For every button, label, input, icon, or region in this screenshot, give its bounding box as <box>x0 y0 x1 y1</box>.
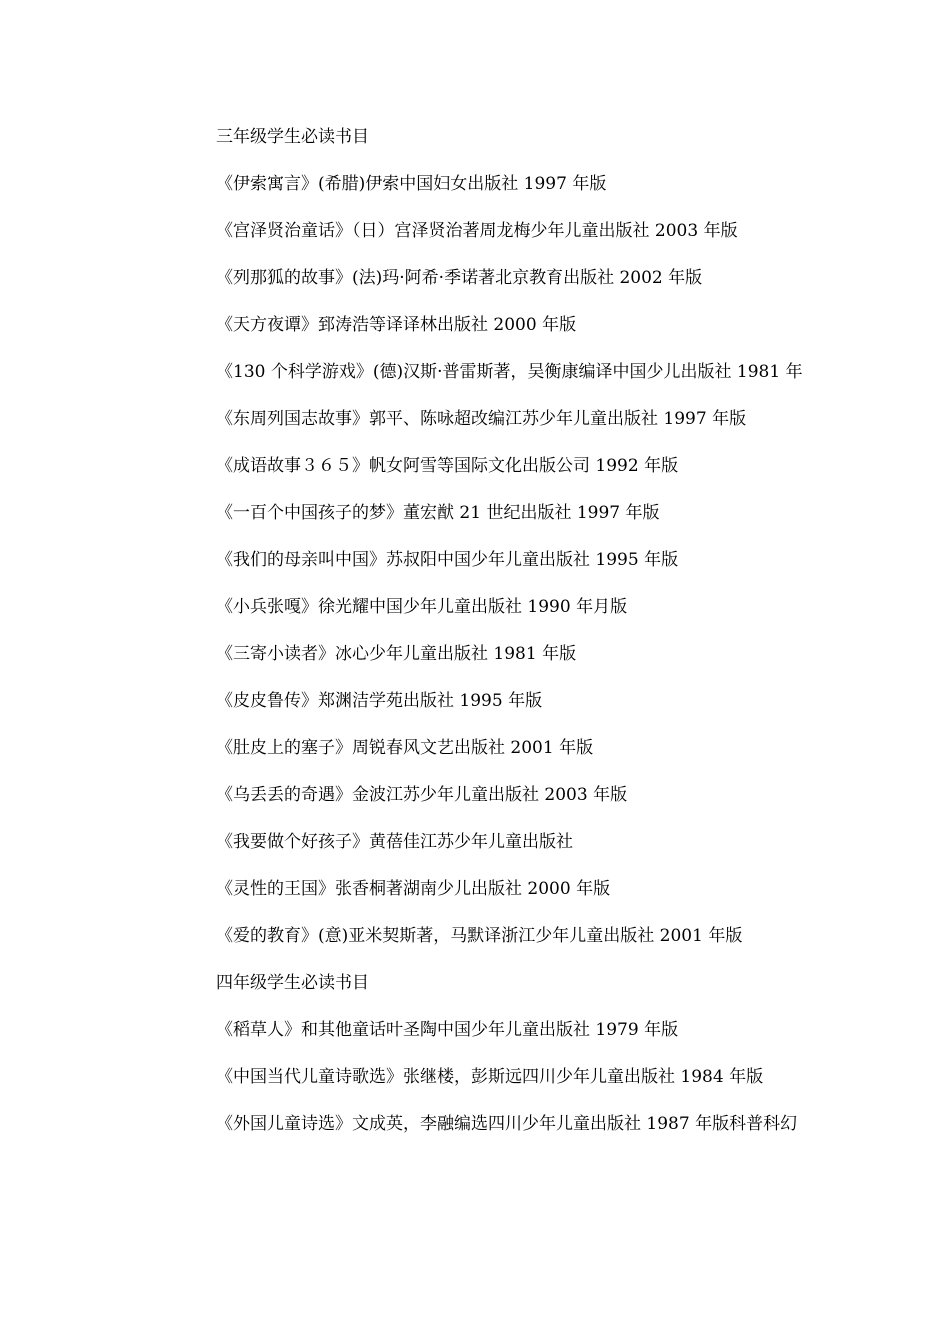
book-entry: 《130 个科学游戏》(德)汉斯·普雷斯著，吴衡康编译中国少儿出版社 1981 年 <box>216 362 803 382</box>
section-heading-grade-3: 三年级学生必读书目 <box>216 127 369 147</box>
book-entry: 《宫泽贤治童话》（日）宫泽贤治著周龙梅少年儿童出版社 2003 年版 <box>216 221 738 241</box>
book-entry: 《皮皮鲁传》郑渊洁学苑出版社 1995 年版 <box>216 691 543 711</box>
book-entry: 《我们的母亲叫中国》苏叔阳中国少年儿童出版社 1995 年版 <box>216 550 679 570</box>
book-entry: 《列那狐的故事》(法)玛·阿希·季诺著北京教育出版社 2002 年版 <box>216 268 703 288</box>
book-entry: 《爱的教育》(意)亚米契斯著，马默译浙江少年儿童出版社 2001 年版 <box>216 926 743 946</box>
book-entry: 《成语故事３６５》帆女阿雪等国际文化出版公司 1992 年版 <box>216 456 679 476</box>
book-entry: 《伊索寓言》(希腊)伊索中国妇女出版社 1997 年版 <box>216 174 607 194</box>
book-entry: 《小兵张嘎》徐光耀中国少年儿童出版社 1990 年月版 <box>216 597 628 617</box>
document-body <box>145 124 810 1158</box>
book-entry: 《三寄小读者》冰心少年儿童出版社 1981 年版 <box>216 644 577 664</box>
book-entry: 《稻草人》和其他童话叶圣陶中国少年儿童出版社 1979 年版 <box>216 1020 679 1040</box>
book-entry: 《东周列国志故事》郭平、陈咏超改编江苏少年儿童出版社 1997 年版 <box>216 409 747 429</box>
book-entry: 《灵性的王国》张香桐著湖南少儿出版社 2000 年版 <box>216 879 611 899</box>
book-entry: 《肚皮上的塞子》周锐春风文艺出版社 2001 年版 <box>216 738 594 758</box>
book-entry: 《中国当代儿童诗歌选》张继楼，彭斯远四川少年儿童出版社 1984 年版 <box>216 1067 764 1087</box>
book-entry: 《外国儿童诗选》文成英，李融编选四川少年儿童出版社 1987 年版科普科幻 <box>216 1114 798 1134</box>
book-entry: 《我要做个好孩子》黄蓓佳江苏少年儿童出版社 <box>216 832 573 852</box>
section-heading-grade-4: 四年级学生必读书目 <box>216 973 369 993</box>
book-entry: 《天方夜谭》郅涛浩等译译林出版社 2000 年版 <box>216 315 577 335</box>
book-entry: 《乌丢丢的奇遇》金波江苏少年儿童出版社 2003 年版 <box>216 785 628 805</box>
book-entry: 《一百个中国孩子的梦》董宏猷 21 世纪出版社 1997 年版 <box>216 503 660 523</box>
